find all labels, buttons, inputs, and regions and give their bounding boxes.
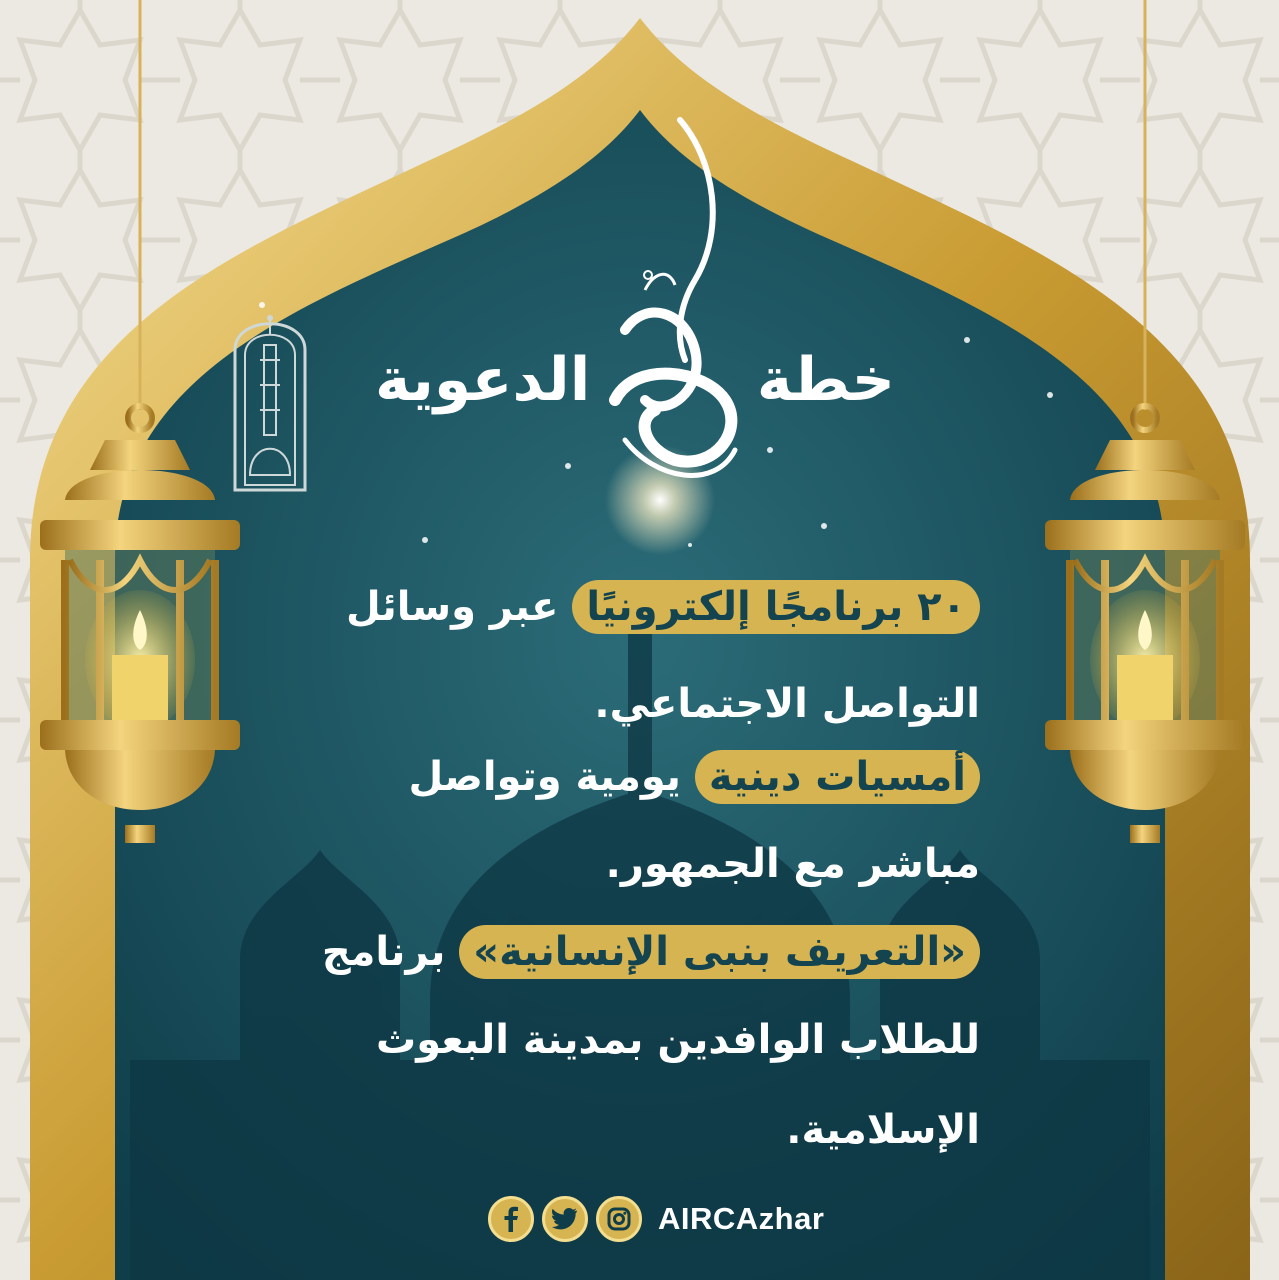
facebook-icon[interactable] [488, 1196, 534, 1242]
ramadan-calligraphy [585, 100, 765, 520]
al-azhar-logo [220, 290, 320, 510]
item-1-line-2: التواصل الاجتماعي. [594, 681, 980, 727]
instagram-icon[interactable] [596, 1196, 642, 1242]
item-3-line-1 [260, 920, 980, 984]
twitter-icon[interactable] [542, 1196, 588, 1242]
item-2-line-2: مباشر مع الجمهور. [605, 841, 980, 887]
item-1-line-1 [260, 575, 980, 639]
item-2-text: يومية وتواصل [408, 754, 681, 800]
right-lantern-icon [1035, 0, 1255, 860]
item-3-line-3: الإسلامية. [786, 1107, 980, 1153]
item-2-highlight: أمسيات دينية [695, 750, 980, 804]
item-3-line-2: للطلاب الوافدين بمدينة البعوث [376, 1017, 980, 1063]
item-3-text: برنامج [321, 929, 446, 975]
item-2-line-1 [260, 745, 980, 809]
item-3-highlight: «التعريف بنبى الإنسانية» [459, 925, 980, 979]
title-word-dawah: الدعوية [375, 345, 591, 415]
social-footer [488, 1190, 828, 1248]
social-handle[interactable]: AIRCAzhar [658, 1201, 825, 1236]
item-1-text: عبر وسائل [345, 584, 559, 630]
title-word-plan: خطة [756, 345, 895, 415]
item-1-highlight: ٢٠ برنامجًا إلكترونيًا [572, 580, 980, 634]
left-lantern-icon [30, 0, 250, 860]
